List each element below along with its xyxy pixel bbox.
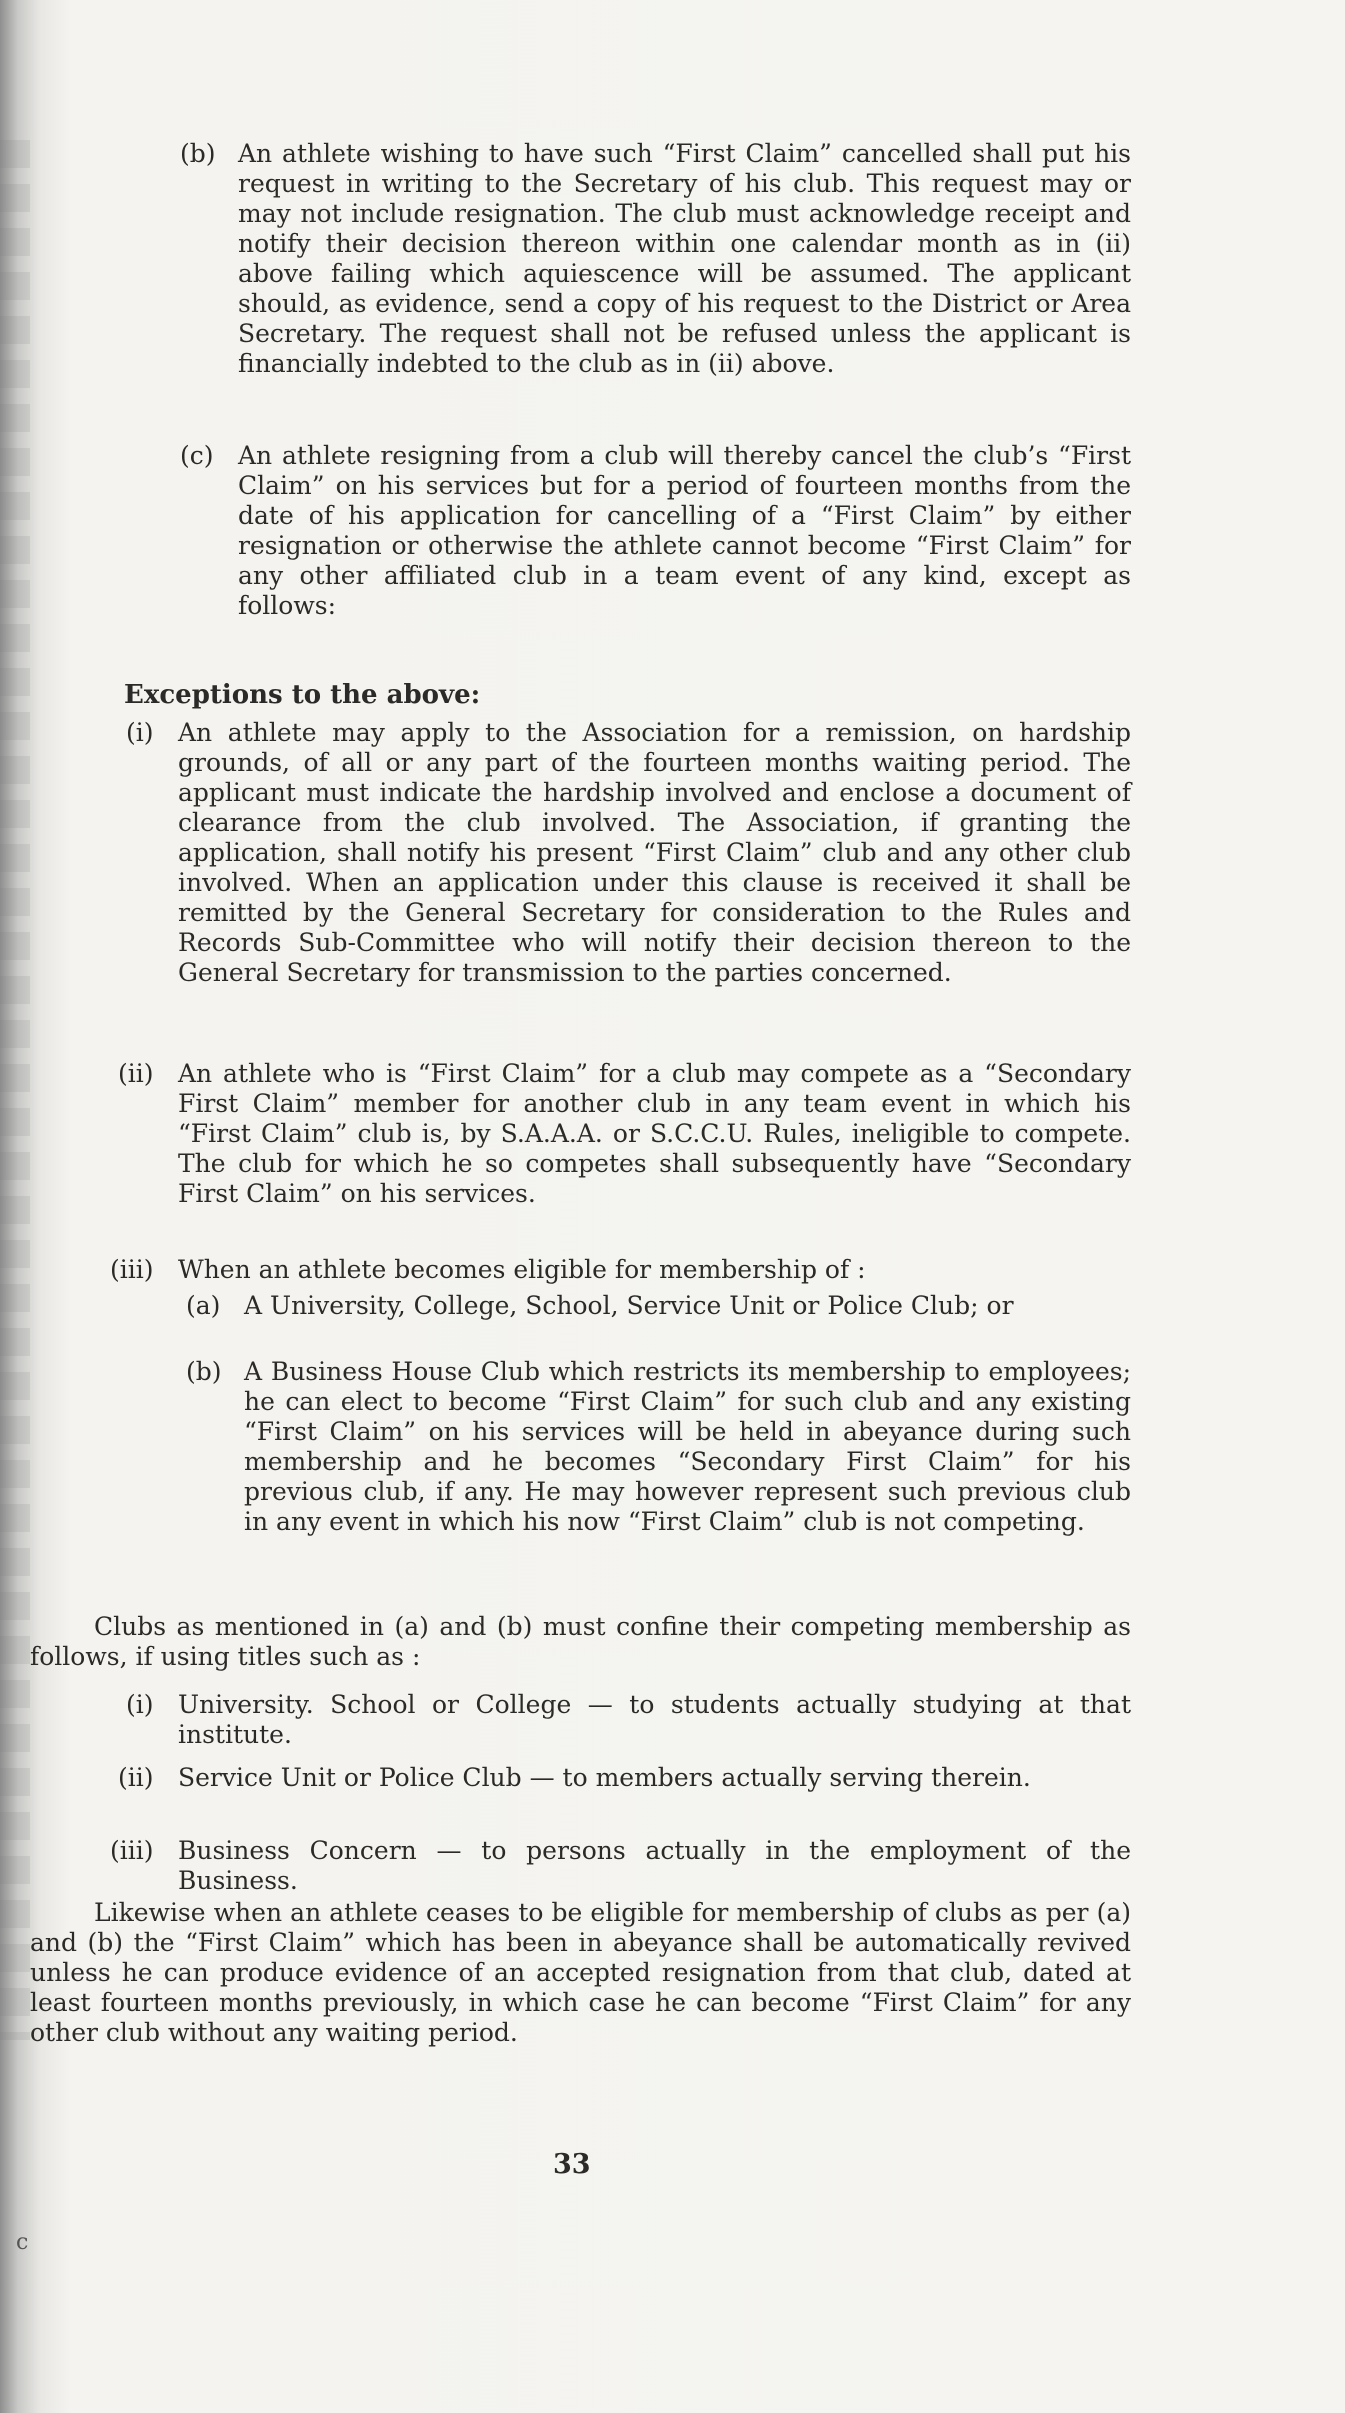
exception-ii — [118, 1059, 1131, 1209]
exception-ii-text: An athlete who is “First Claim” for a club may compete as a “Secondary First Claim” member for another club in any team event in which his “First Claim” club is, by S.A.A.A. or S.C.C.U. Rules, ineligible to compete. The club for which he so competes shall subsequently have “Secondary First Claim” on his services. — [178, 1059, 1131, 1208]
exception-ii-label: (ii) — [118, 1059, 154, 1088]
title-rule-iii-label: (iii) — [110, 1836, 154, 1865]
clubs-paragraph: Clubs as mentioned in (a) and (b) must confine their competing membership as follows, if using titles such as : — [30, 1612, 1131, 1671]
title-rule-i-text: University. School or College — to students actually studying at that institute. — [178, 1690, 1131, 1749]
exception-iii — [110, 1255, 1131, 1285]
sub-item-a-label: (a) — [186, 1291, 221, 1320]
title-rule-ii-label: (ii) — [118, 1763, 154, 1792]
title-rule-ii — [118, 1763, 1131, 1793]
sub-item-b-label: (b) — [186, 1357, 222, 1386]
title-rule-ii-text: Service Unit or Police Club — to members actually serving therein. — [178, 1763, 1031, 1792]
section-b-label: (b) — [180, 139, 216, 168]
section-c-label: (c) — [180, 441, 214, 470]
exception-iii-label: (iii) — [110, 1255, 154, 1284]
page-number: 33 — [553, 2149, 591, 2180]
page-edge-shadow — [0, 140, 30, 2040]
exception-i — [126, 718, 1131, 988]
section-c-text: An athlete resigning from a club will thereby cancel the club’s “First Claim” on his services but for a period of fourteen months from the date of his application for cancelling of a “First Claim” by either resignation or otherwise the athlete cannot become “First Claim” for any other affiliated club in a team event of any kind, except as follows: — [238, 441, 1131, 620]
likewise-paragraph: Likewise when an athlete ceases to be eligible for membership of clubs as per (a) and (b) the “First Claim” which has been in abeyance shall be automatically revived unless he can produce evidence of an accepted resignation from that club, dated at least fourteen months previously, in which case he can become “First Claim” for any other club without any waiting period. — [30, 1898, 1131, 2047]
title-rule-i-label: (i) — [126, 1690, 154, 1719]
corner-mark: c — [16, 2230, 29, 2255]
section-b-text: An athlete wishing to have such “First Claim” cancelled shall put his request in writing to the Secretary of his club. This request may or may not include resignation. The club must acknowledge receipt and notify their decision thereon within one calendar month as in (ii) above failing which aquiescence will be assumed. The applicant should, as evidence, send a copy of his request to the District or Area Secretary. The request shall not be refused unless the applicant is financially indebted to the club as in (ii) above. — [238, 139, 1131, 378]
exception-iii-text: When an athlete becomes eligible for membership of : — [178, 1255, 866, 1284]
exceptions-heading: Exceptions to the above: — [124, 680, 481, 710]
title-rule-iii-text: Business Concern — to persons actually in the employment of the Business. — [178, 1836, 1131, 1895]
sub-item-a — [186, 1291, 1131, 1321]
exception-i-text: An athlete may apply to the Association for a remission, on hardship grounds, of all or any part of the fourteen months waiting period. The applicant must indicate the hardship involved and enclose a document of clearance from the club involved. The Association, if granting the application, shall notify his present “First Claim” club and any other club involved. When an application under this clause is received it shall be remitted by the General Secretary for consideration to the Rules and Records Sub-Committee who will notify their decision thereon to the General Secretary for transmission to the parties concerned. — [178, 718, 1131, 987]
title-rule-iii — [110, 1836, 1131, 1896]
sub-item-b-text: A Business House Club which restricts its membership to employees; he can elect to become “First Claim” for such club and any existing “First Claim” on his services will be held in abeyance during such membership and he becomes “Secondary First Claim” for his previous club, if any. He may however represent such previous club in any event in which his now “First Claim” club is not competing. — [244, 1357, 1131, 1536]
section-c — [180, 441, 1131, 621]
sub-item-b — [186, 1357, 1131, 1537]
exception-i-label: (i) — [126, 718, 154, 747]
sub-item-a-text: A University, College, School, Service Unit or Police Club; or — [244, 1291, 1014, 1320]
section-b — [180, 139, 1131, 379]
title-rule-i — [126, 1690, 1131, 1750]
